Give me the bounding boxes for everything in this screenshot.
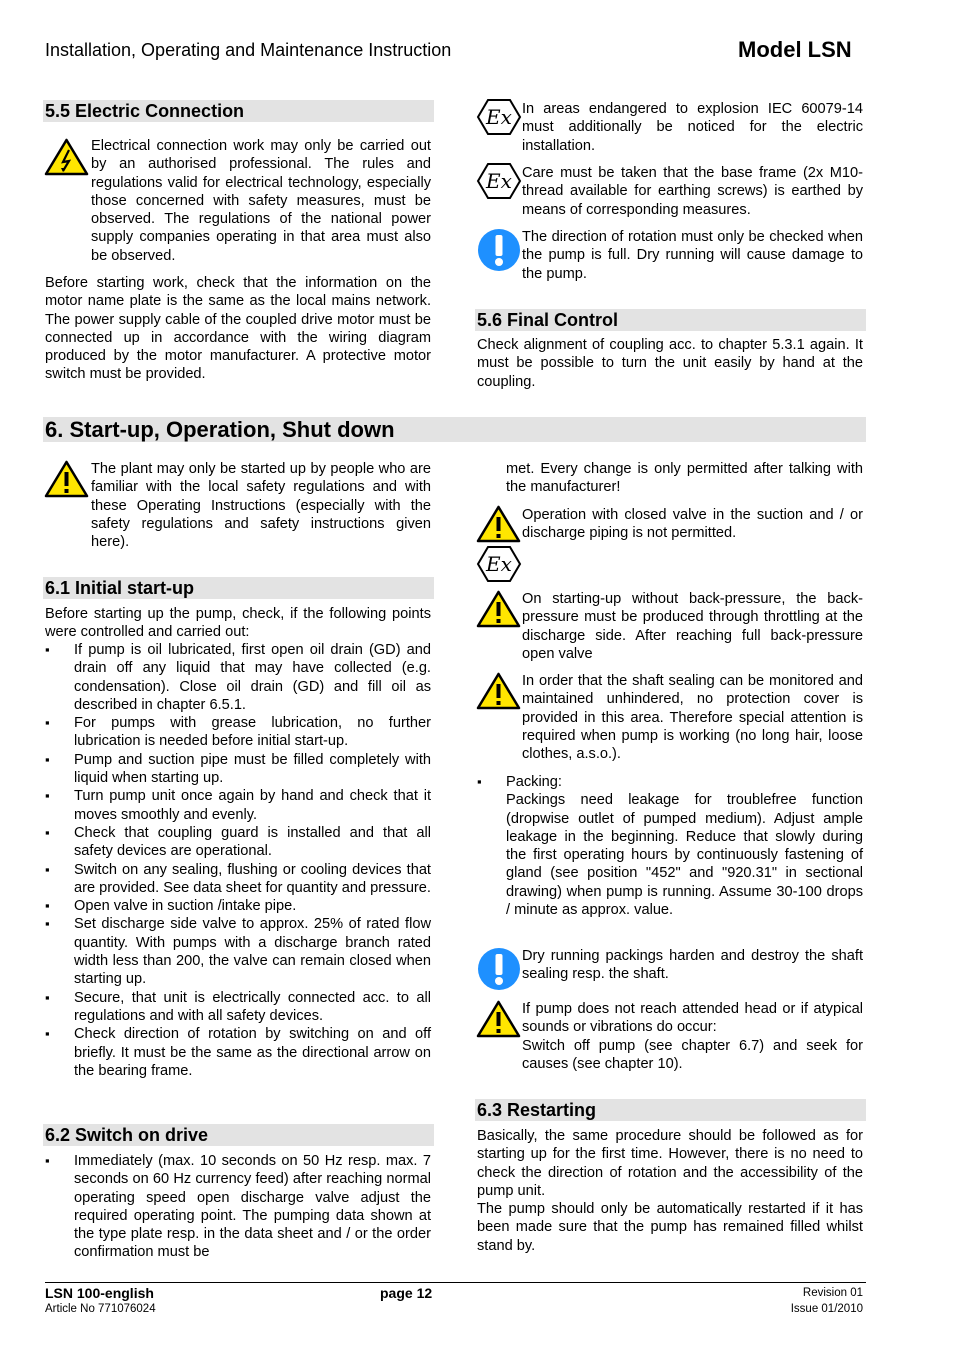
section-5-6-heading: 5.6 Final Control: [475, 309, 866, 331]
section-6-3-heading: 6.3 Restarting: [475, 1099, 866, 1121]
initial-startup-intro: Before starting up the pump, check, if the following points were controlled and carried out:: [45, 606, 431, 641]
explosion-protection-icon: [476, 98, 522, 136]
packing-text: Packings need leakage for troublefree function (dropwise outlet of pumped medium). Adjust ample leakage in the beginning. Reduce that slowly during the first operating hours by continuously fastening of gland (see position "452" and "920.31" in sectional drawing) when pump is running. Assume 30-100 drops / minute as approx. value.: [506, 792, 863, 919]
footer-article-no: Article No 771076024: [45, 1303, 156, 1315]
warning-icon: [476, 672, 521, 710]
startup-warning-text: The plant may only be started up by people who are familiar with the local safety regulations and with these Operating Instructions (especially with the safety regulations and safety instructions given here).: [91, 461, 431, 551]
switch-on-continued: met. Every change is only permitted after talking with the manufacturer!: [506, 461, 863, 496]
electric-body-text: Before starting work, check that the information on the motor name plate is the same as the local mains network. The power supply cable of the coupled drive motor must be connected up in accordance with the wiring diagram produced by the motor manufacturer. A protective motor switch must be provided.: [45, 275, 431, 383]
list-item: ▪ Check that coupling guard is installed and that all safety devices are operational.: [45, 824, 431, 861]
shaft-sealing-warning: In order that the shaft sealing can be monitored and maintained unhindered, no protection cover is provided in this area. Therefore special attention is required when pump is working (no long hair, loose clothes, a.s.o.).: [522, 673, 863, 763]
initial-startup-checklist: [45, 641, 431, 1080]
section-5-5-heading: 5.5 Electric Connection: [43, 100, 434, 122]
back-pressure-warning: On starting-up without back-pressure, the back-pressure must be produced through throttling at the discharge side. After reaching full back-pressure open valve: [522, 591, 863, 662]
attention-note-icon: [477, 947, 521, 991]
list-item: [477, 773, 863, 919]
head-warning-line-2: Switch off pump (see chapter 6.7) and seek for causes (see chapter 10).: [522, 1037, 863, 1072]
list-item: ▪ Pump and suction pipe must be filled completely with liquid when starting up.: [45, 751, 431, 788]
list-item: ▪ For pumps with grease lubrication, no further lubrication is needed before initial start-up.: [45, 714, 431, 751]
warning-icon: [476, 1000, 521, 1038]
restarting-text: [477, 1127, 863, 1255]
list-item: ▪ Immediately (max. 10 seconds on 50 Hz resp. max. 7 seconds on 60 Hz currency feed) after reaching normal operating speed open discharge valve adjust the required operating point. The pumping data shown at the type plate resp. in the data sheet and / or the order confirmation must be: [45, 1152, 431, 1262]
restarting-paragraph-1: Basically, the same procedure should be followed as for starting up for the first time. However, there is no need to check the direction of rotation and the accessibility of the pump unit.: [477, 1128, 863, 1199]
footer-page-number: page 12: [380, 1285, 433, 1301]
restarting-paragraph-2: The pump should only be automatically restarted if it has been made sure that the pump has remained filled whilst stand by.: [477, 1201, 863, 1254]
explosion-protection-icon: [476, 545, 522, 583]
list-item: ▪ Set discharge side valve to approx. 25% of rated flow quantity. With pumps with a discharge branch rated width less than 200, the valve can remain closed when starting up.: [45, 915, 431, 988]
explosion-protection-icon: [476, 162, 522, 200]
svg-text:Ex: Ex: [486, 169, 512, 193]
warning-icon: [476, 505, 521, 543]
packing-list: [477, 773, 863, 919]
list-item: ▪ Secure, that unit is electrically connected acc. to all regulations and with all safety devices.: [45, 989, 431, 1026]
footer-revision: Revision 01: [802, 1287, 863, 1299]
switch-on-list: [45, 1152, 431, 1262]
list-item: ▪ Switch on any sealing, flushing or cooling devices that are provided. See data sheet for quantity and pressure.: [45, 861, 431, 898]
chapter-6-heading: 6. Start-up, Operation, Shut down: [43, 417, 866, 442]
final-control-text: Check alignment of coupling acc. to chapter 5.3.1 again. It must be possible to turn the unit easily by hand at the coupling.: [477, 337, 863, 390]
svg-text:Ex: Ex: [486, 552, 512, 576]
list-item: ▪ Open valve in suction /intake pipe.: [45, 897, 431, 915]
head-warning-line-1: If pump does not reach attended head or if atypical sounds or vibrations do occur:: [522, 1001, 863, 1036]
dry-running-note: Dry running packings harden and destroy the shaft sealing resp. the shaft.: [522, 948, 863, 983]
section-6-1-heading: 6.1 Initial start-up: [43, 577, 434, 599]
footer-doc-id: LSN 100-english: [45, 1285, 154, 1301]
packing-heading: Packing:: [506, 774, 562, 790]
electrical-hazard-icon: [44, 138, 89, 176]
list-item: ▪ If pump is oil lubricated, first open oil drain (GD) and drain off any liquid that may have collected (e.g. condensation). Close oil drain (GD) and fill oil as described in chapter 6.5.1.: [45, 641, 431, 714]
attention-note-icon: [477, 228, 521, 272]
section-6-2-heading: 6.2 Switch on drive: [43, 1124, 434, 1146]
ex-note-2: Care must be taken that the base frame (2x M10-thread available for earthing screws) is earthed by means of corresponding measures.: [522, 165, 863, 218]
footer-divider: [45, 1282, 866, 1283]
list-item: ▪ Turn pump unit once again by hand and check that it moves smoothly and evenly.: [45, 787, 431, 824]
model-title: Model LSN: [738, 37, 852, 62]
rotation-note: The direction of rotation must only be checked when the pump is full. Dry running will cause damage to the pump.: [522, 229, 863, 282]
warning-icon: [44, 460, 89, 498]
header-title: Installation, Operating and Maintenance Instruction: [45, 40, 452, 60]
list-item: ▪ Check direction of rotation by switching on and off briefly. It must be the same as the directional arrow on the bearing frame.: [45, 1025, 431, 1080]
head-warning: [522, 1000, 863, 1073]
warning-icon: [476, 590, 521, 628]
closed-valve-warning: Operation with closed valve in the suction and / or discharge piping is not permitted.: [522, 507, 863, 542]
footer-issue: Issue 01/2010: [790, 1303, 863, 1315]
electric-warning-text: Electrical connection work may only be carried out by an authorised professional. The rules and regulations valid for electrical technology, especially those concerned with safety measures, must be observed. The regulations of the national power supply companies operating in that area must also be observed.: [91, 138, 431, 264]
svg-text:Ex: Ex: [486, 105, 512, 129]
ex-note-1: In areas endangered to explosion IEC 60079-14 must additionally be noticed for the electric installation.: [522, 101, 863, 154]
